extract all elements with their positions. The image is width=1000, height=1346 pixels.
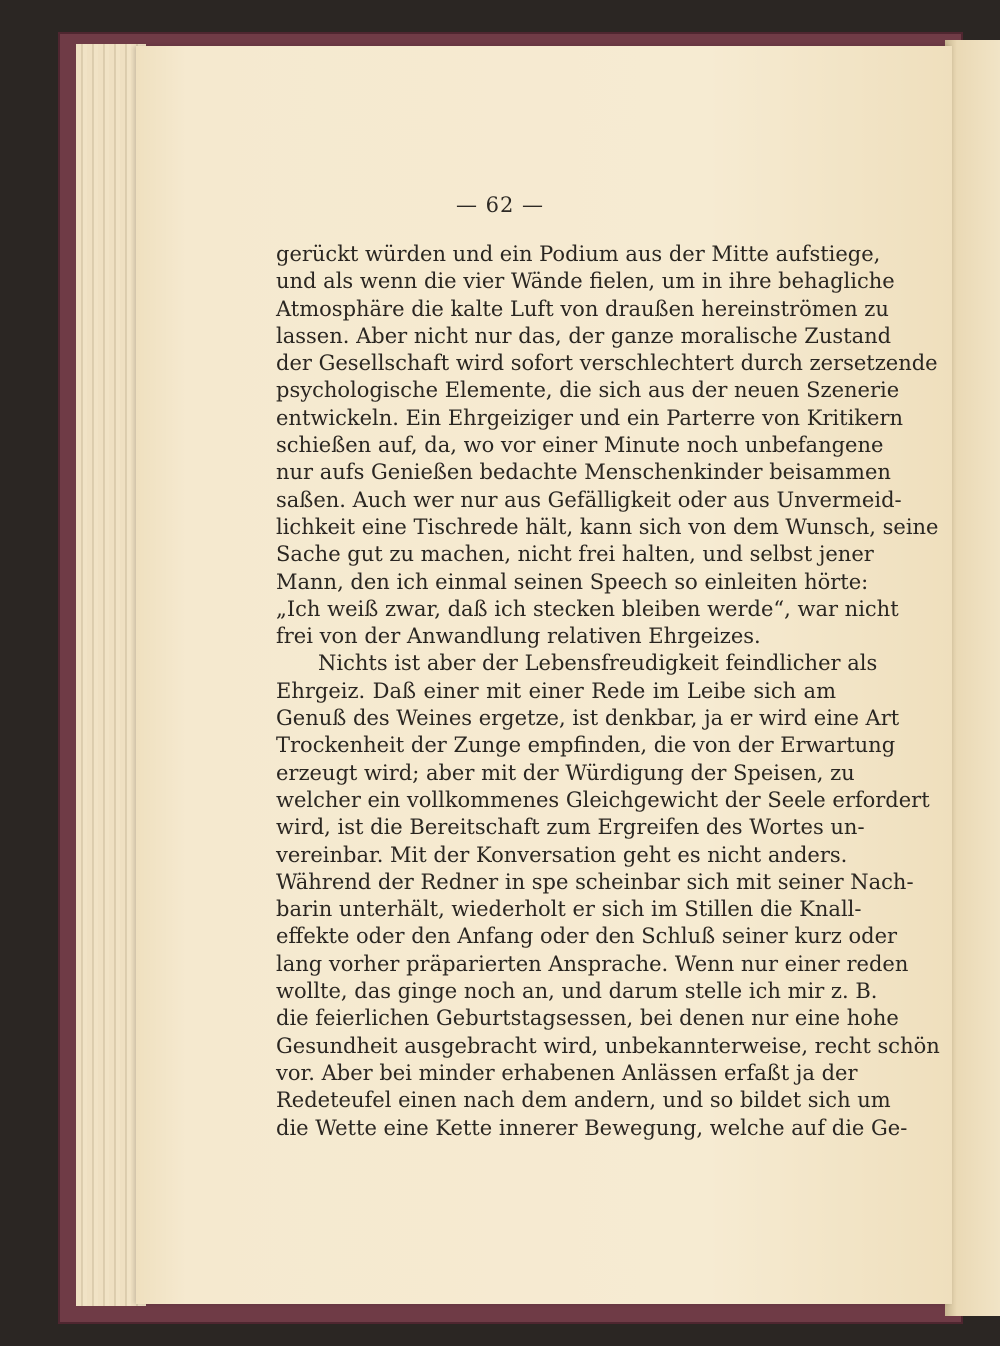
text-line: welcher ein vollkommenes Gleichgewicht der Seele erfordert <box>276 787 930 812</box>
text-line: vor. Aber bei minder erhabenen Anlässen erfaßt ja der <box>276 1060 858 1085</box>
text-line: „Ich weiß zwar, daß ich stecken bleiben werde“, war nicht <box>276 596 899 621</box>
text-line: gerückt würden und ein Podium aus der Mitte aufstiege, <box>276 242 881 266</box>
page-number: — 62 — <box>455 193 545 217</box>
text-line: erzeugt wird; aber mit der Würdigung der Speisen, zu <box>276 760 855 785</box>
text-line: saßen. Auch wer nur aus Gefälligkeit oder aus Unvermeid- <box>276 487 902 512</box>
text-line: vereinbar. Mit der Konversation geht es nicht anders. <box>276 842 848 867</box>
text-line: barin unterhält, wiederholt er sich im Stillen die Knall- <box>276 897 862 922</box>
facing-page-edge <box>945 40 1000 1316</box>
text-line: Sache gut zu machen, nicht frei halten, und selbst jener <box>276 542 874 567</box>
text-line: lang vorher präparierten Ansprache. Wenn nur einer reden <box>276 951 909 976</box>
text-line: nur aufs Genießen bedachte Menschenkinder beisammen <box>276 460 891 485</box>
text-line: Nichts ist aber der Lebensfreudigkeit feindlicher als <box>318 651 878 676</box>
text-line: lassen. Aber nicht nur das, der ganze moralische Zustand <box>276 323 892 348</box>
text-line: Gesundheit ausgebracht wird, unbekannterweise, recht schön <box>276 1033 940 1058</box>
paragraph <box>276 650 940 1141</box>
text-line: Trockenheit der Zunge empfinden, die von der Erwartung <box>276 733 896 758</box>
paragraph <box>276 241 939 650</box>
text-line: Redeteufel einen nach dem andern, und so bildet sich um <box>276 1088 891 1113</box>
body-text <box>276 241 940 1142</box>
text-line: Ehrgeiz. Daß einer mit einer Rede im Leibe sich am <box>276 678 836 703</box>
text-line: entwickeln. Ein Ehrgeiziger und ein Parterre von Kritikern <box>276 405 904 430</box>
text-line: wird, ist die Bereitschaft zum Ergreifen des Wortes un- <box>276 815 865 840</box>
text-line: schießen auf, da, wo vor einer Minute noch unbefangene <box>276 433 884 458</box>
text-line: und als wenn die vier Wände fielen, um in ihre behagliche <box>276 269 895 294</box>
text-line: lichkeit eine Tischrede hält, kann sich von dem Wunsch, seine <box>276 514 939 539</box>
text-line: die feierlichen Geburtstagsessen, bei denen nur eine hohe <box>276 1006 899 1031</box>
text-line: Genuß des Weines ergetze, ist denkbar, ja er wird eine Art <box>276 706 900 731</box>
text-line: die Wette eine Kette innerer Bewegung, welche auf die Ge- <box>276 1115 908 1140</box>
text-line: der Gesellschaft wird sofort verschlechtert durch zersetzende <box>276 351 938 376</box>
text-line: effekte oder den Anfang oder den Schluß seiner kurz oder <box>276 924 898 949</box>
text-line: psychologische Elemente, die sich aus der neuen Szenerie <box>276 378 900 403</box>
text-line: Atmosphäre die kalte Luft von draußen hereinströmen zu <box>276 296 889 321</box>
text-line: Während der Redner in spe scheinbar sich mit seiner Nach- <box>276 869 914 894</box>
text-line: wollte, das ginge noch an, und darum stelle ich mir z. B. <box>276 979 878 1004</box>
text-line: Mann, den ich einmal seinen Speech so einleiten hörte: <box>276 569 869 594</box>
text-line: frei von der Anwandlung relativen Ehrgeizes. <box>276 624 761 649</box>
